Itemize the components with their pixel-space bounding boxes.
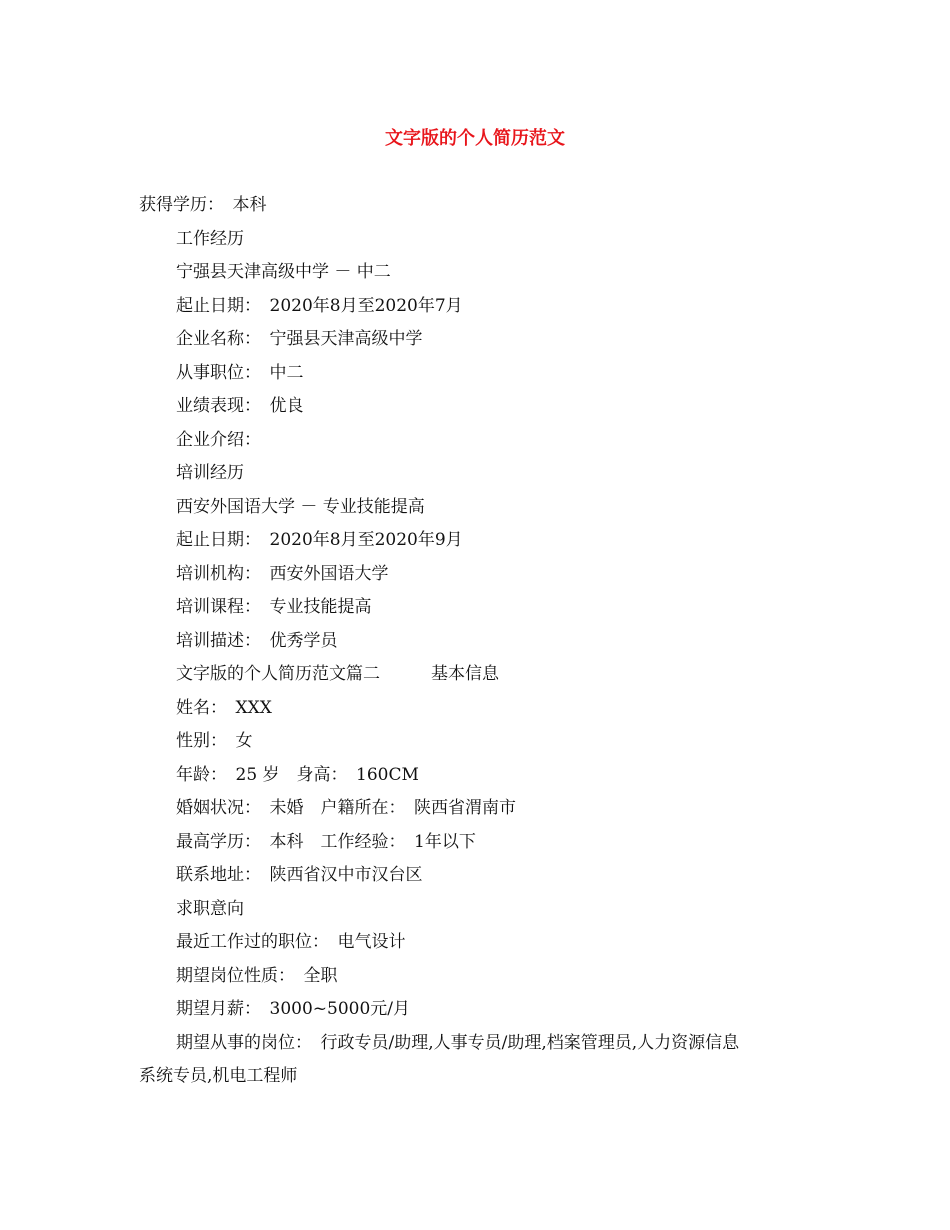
text-line: 工作经历	[176, 228, 244, 249]
text-line: 宁强县天津高级中学 － 中二	[176, 262, 391, 282]
text-line: 最近工作过的职位： 电气设计	[176, 932, 406, 952]
text-line: 期望岗位性质： 全职	[176, 965, 338, 986]
text-line: 最高学历： 本科 工作经验： 1年以下	[176, 831, 476, 852]
text-line: 期望从事的岗位： 行政专员/助理,人事专员/助理,档案管理员,人力资源信息	[176, 1032, 740, 1053]
text-line: 培训经历	[176, 463, 244, 483]
document-title: 文字版的个人简历范文	[385, 128, 565, 149]
text-line-continuation: 系统专员,机电工程师	[139, 1066, 298, 1086]
text-line: 求职意向	[176, 898, 244, 919]
text-line: 从事职位： 中二	[176, 362, 304, 383]
text-line: 期望月薪： 3000~5000元/月	[176, 999, 410, 1019]
text-line: 婚姻状况： 未婚 户籍所在： 陕西省渭南市	[176, 798, 516, 818]
text-line: 培训描述： 优秀学员	[176, 630, 338, 651]
text-line: 姓名： XXX	[176, 697, 272, 718]
text-line: 西安外国语大学 － 专业技能提高	[176, 496, 425, 517]
text-line: 业绩表现： 优良	[176, 396, 304, 416]
text-line: 起止日期： 2020年8月至2020年7月	[176, 295, 463, 316]
text-line: 文字版的个人简历范文篇二 基本信息	[176, 664, 499, 684]
text-line: 培训机构： 西安外国语大学	[176, 563, 389, 584]
text-line: 企业介绍：	[176, 429, 261, 450]
text-line: 性别： 女	[176, 731, 253, 751]
text-line: 年龄： 25 岁 身高： 160CM	[176, 764, 419, 785]
text-line: 联系地址： 陕西省汉中市汉台区	[176, 865, 423, 885]
text-line: 培训课程： 专业技能提高	[176, 597, 372, 617]
text-line: 起止日期： 2020年8月至2020年9月	[176, 530, 463, 550]
text-line: 企业名称： 宁强县天津高级中学	[176, 329, 423, 349]
text-line-education: 获得学历： 本科	[139, 195, 267, 215]
